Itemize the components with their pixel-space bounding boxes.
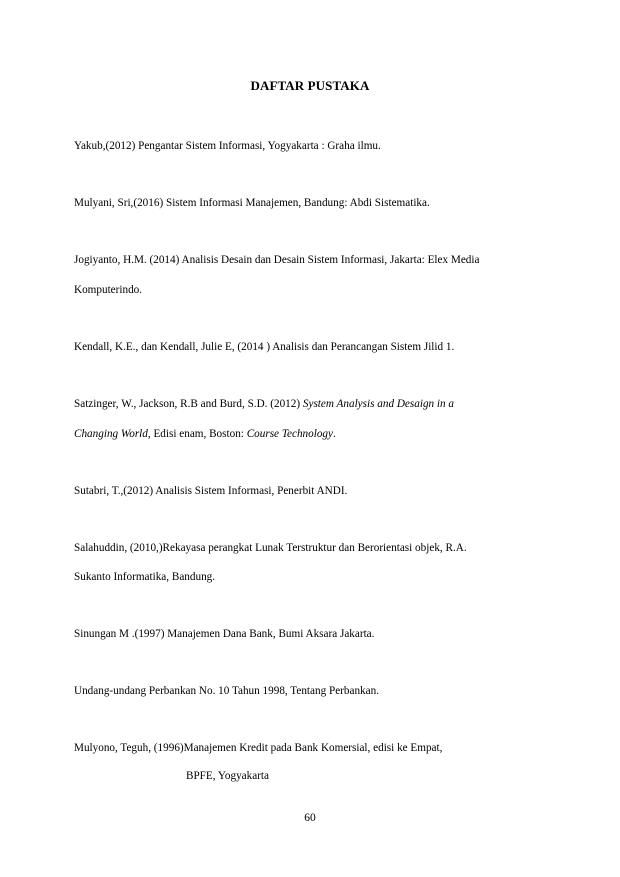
reference-10-line-1 — [74, 740, 442, 756]
reference-5-book-title-1: System Analysis and Desaign in a — [302, 398, 455, 410]
reference-5-book-title-2: Changing World — [74, 428, 148, 440]
reference-9-line-1: Undang-undang Perbankan No. 10 Tahun 1998, Tentang Perbankan. — [74, 685, 379, 697]
reference-9 — [74, 683, 379, 699]
page-number: 60 — [304, 812, 316, 824]
page-title: DAFTAR PUSTAKA — [250, 78, 370, 93]
reference-3-line-1 — [74, 252, 479, 268]
reference-10-text-1: Mulyono, Teguh, (1996)Manajemen Kredit pada Bank Komersial, edisi ke Empat, — [74, 742, 443, 754]
reference-8-line-1: Sinungan M .(1997) Manajemen Dana Bank, Bumi Aksara Jakarta. — [74, 628, 375, 640]
reference-5-line-2 — [74, 426, 336, 442]
reference-3-text-2: Komputerindo. — [74, 284, 143, 296]
reference-6-line-1: Sutabri, T.,(2012) Analisis Sistem Informasi, Penerbit ANDI. — [74, 485, 348, 497]
reference-2 — [74, 195, 430, 211]
reference-10-line-2 — [186, 768, 269, 784]
reference-5-edition: , Edisi enam, Boston: — [147, 428, 247, 440]
reference-7-line-1 — [74, 540, 467, 556]
reference-1 — [74, 138, 381, 154]
reference-5-publisher: Course Technology — [246, 428, 333, 440]
reference-10-text-2: BPFE, Yogyakarta — [186, 770, 269, 782]
reference-2-line-1: Mulyani, Sri,(2016) Sistem Informasi Manajemen, Bandung: Abdi Sistematika. — [74, 197, 430, 209]
reference-8 — [74, 626, 374, 642]
reference-7-line-2 — [74, 569, 215, 585]
reference-4 — [74, 339, 454, 355]
reference-4-line-1: Kendall, K.E., dan Kendall, Julie E, (2014 ) Analisis dan Perancangan Sistem Jilid 1. — [74, 341, 455, 353]
reference-1-line-1: Yakub,(2012) Pengantar Sistem Informasi, Yogyakarta : Graha ilmu. — [74, 140, 381, 152]
reference-5-line-1 — [74, 396, 454, 412]
reference-3-text-1: Jogiyanto, H.M. (2014) Analisis Desain dan Desain Sistem Informasi, Jakarta: Elex Media — [74, 254, 480, 266]
reference-5-authors: Satzinger, W., Jackson, R.B and Burd, S.D. (2012) — [74, 398, 303, 410]
reference-7-text-1: Salahuddin, (2010,)Rekayasa perangkat Lunak Terstruktur dan Berorientasi objek, R.A. — [74, 542, 467, 554]
reference-6 — [74, 483, 347, 499]
reference-7-text-2: Sukanto Informatika, Bandung. — [74, 571, 216, 583]
reference-5-suffix: . — [333, 428, 336, 440]
reference-3-line-2 — [74, 282, 142, 298]
